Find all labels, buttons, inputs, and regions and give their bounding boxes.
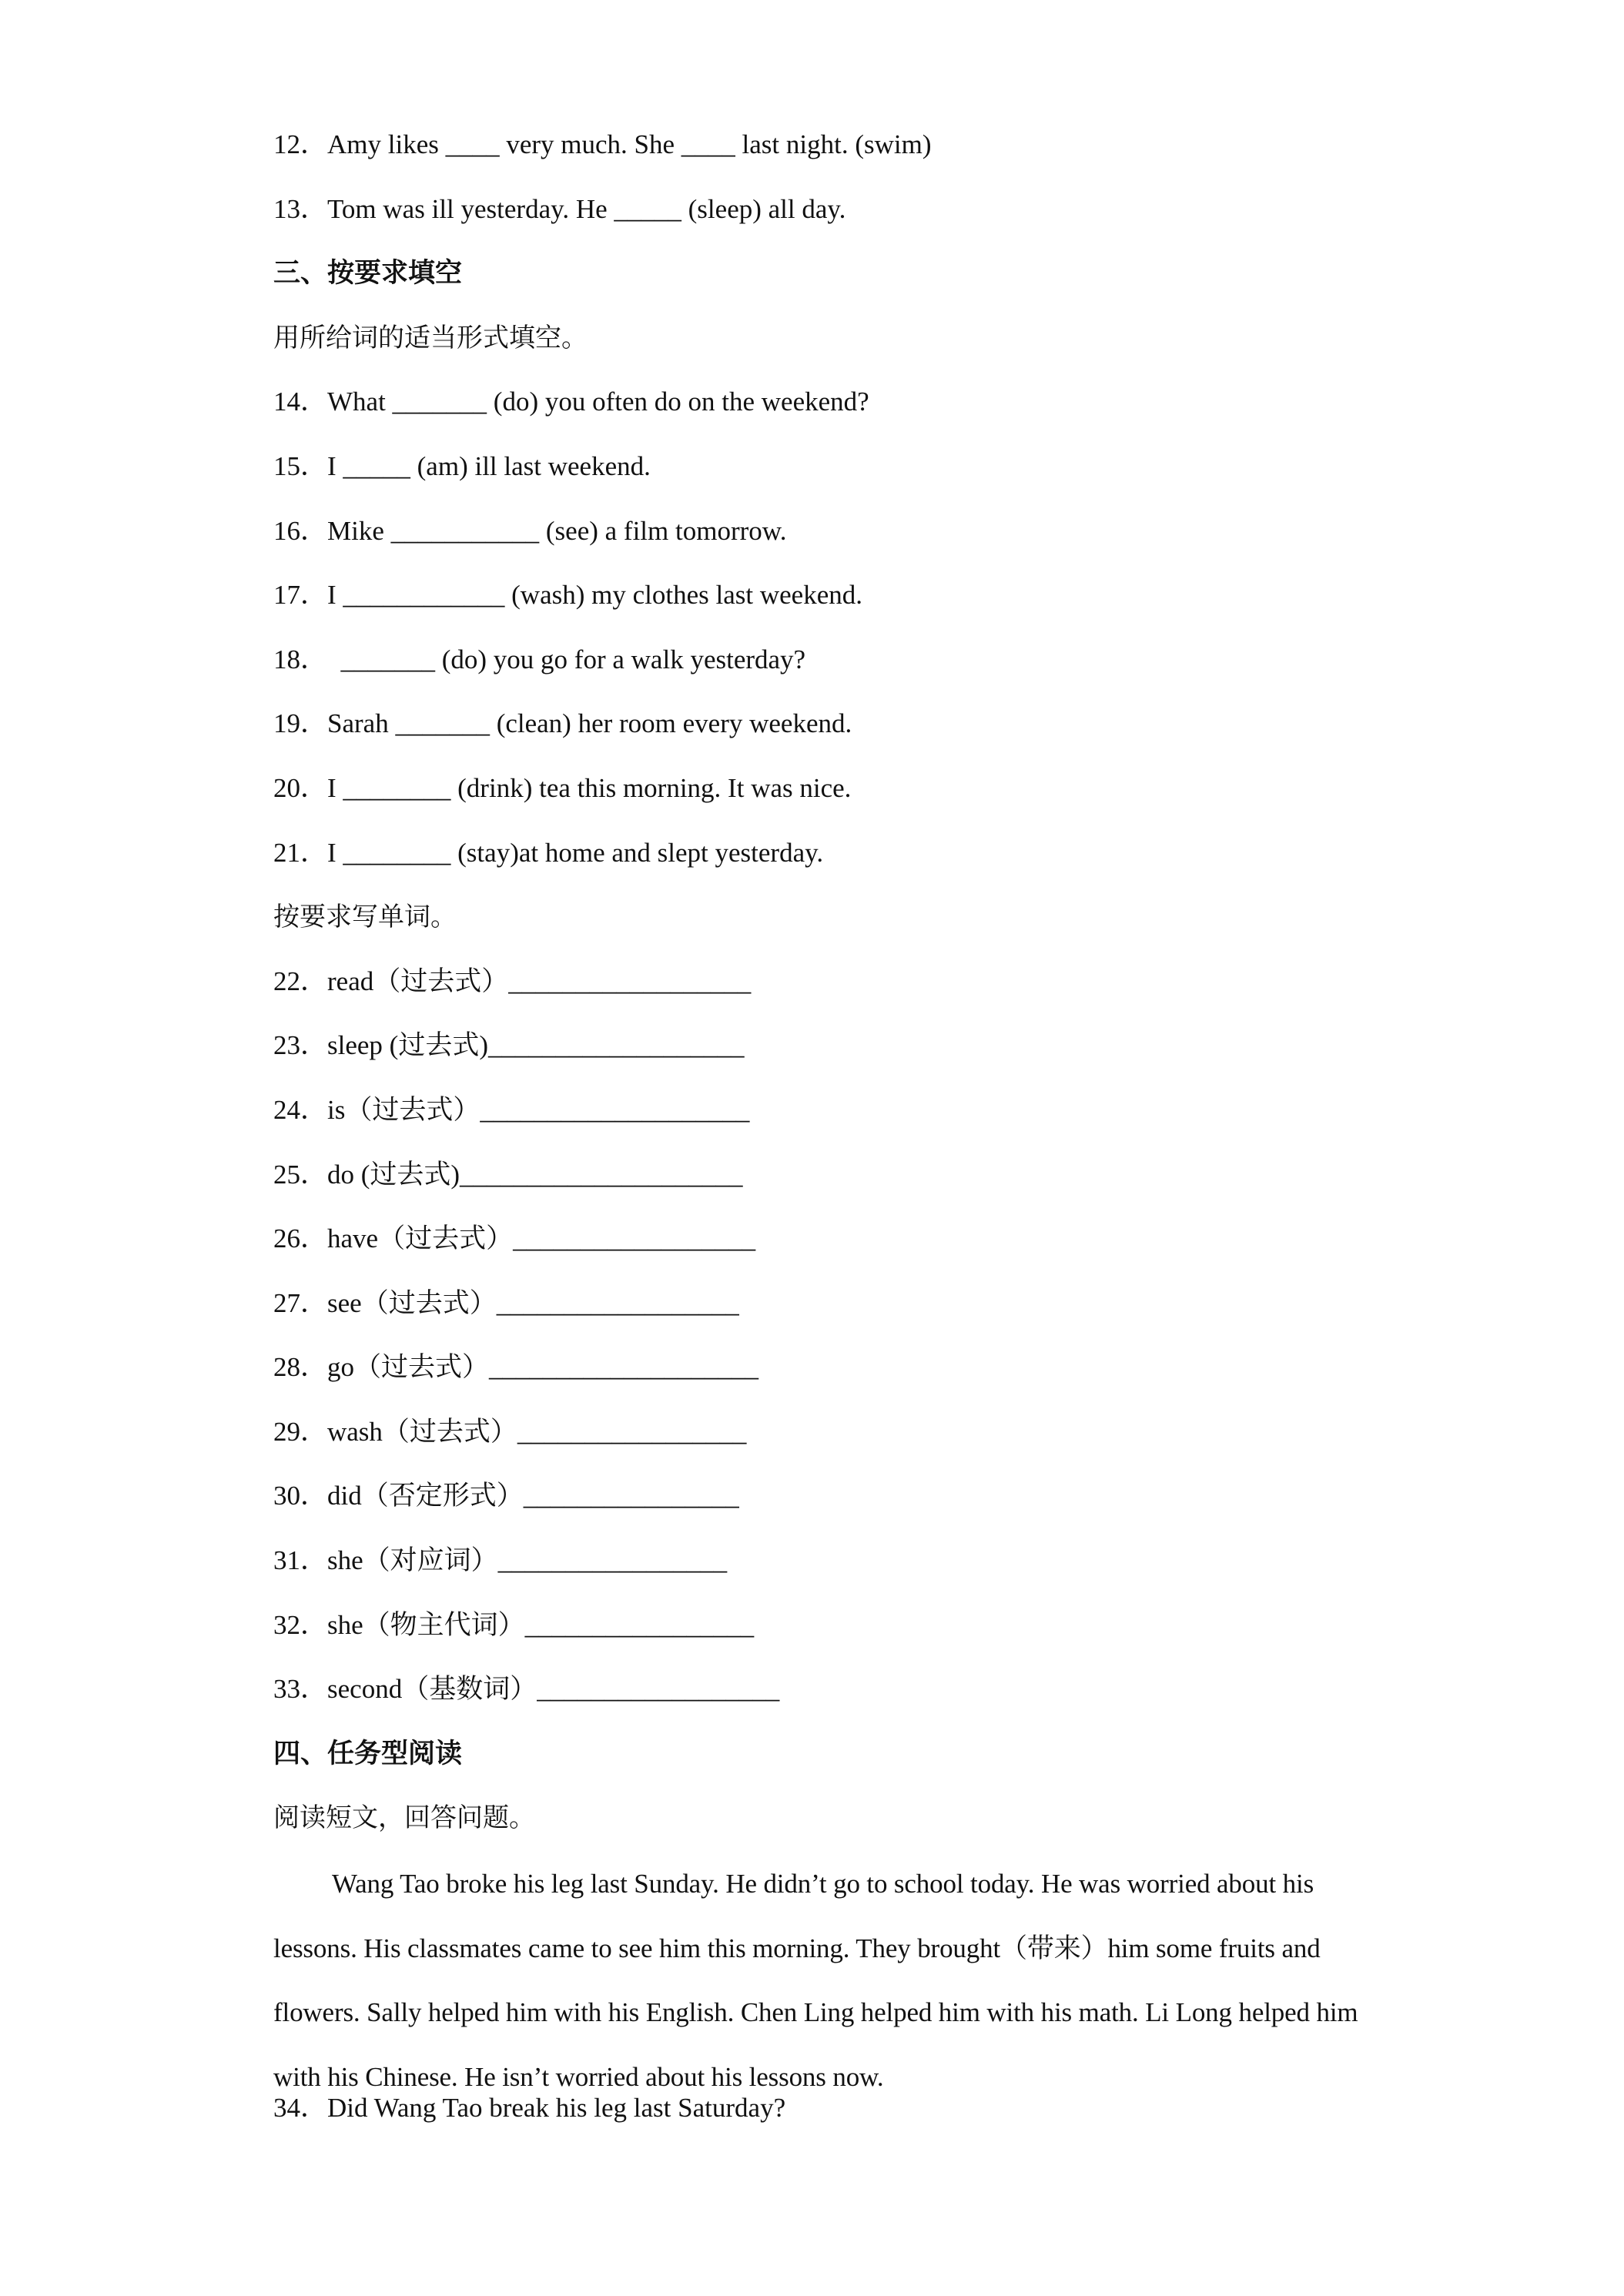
question-28: 28．go（过去式）____________________ [273, 1352, 759, 1383]
question-25: 25．do (过去式)_____________________ [273, 1159, 743, 1190]
section-heading-4: 四、任务型阅读 [273, 1738, 463, 1769]
question-34: 34．Did Wang Tao break his leg last Saturday? [273, 2093, 786, 2124]
question-19: 19．Sarah _______ (clean) her room every weekend. [273, 708, 852, 739]
worksheet-page [273, 129, 1359, 2157]
question-32: 32．she（物主代词）_________________ [273, 1609, 755, 1640]
question-24: 24．is（过去式）____________________ [273, 1094, 750, 1125]
question-33: 33．second（基数词）__________________ [273, 1674, 780, 1705]
question-21: 21．I ________ (stay)at home and slept yesterday. [273, 837, 824, 868]
question-31: 31．she（对应词）_________________ [273, 1545, 728, 1576]
question-13: 13．Tom was ill yesterday. He _____ (sleep) all day. [273, 193, 846, 224]
section-heading-3: 三、按要求填空 [273, 258, 463, 290]
question-20: 20．I ________ (drink) tea this morning. It was nice. [273, 772, 852, 803]
question-29: 29．wash（过去式）_________________ [273, 1416, 747, 1447]
question-18: 18． _______ (do) you go for a walk yesterday? [273, 644, 806, 674]
question-12: 12．Amy likes ____ very much. She ____ last night. (swim) [273, 129, 932, 159]
question-15: 15．I _____ (am) ill last weekend. [273, 450, 651, 481]
question-16: 16．Mike ___________ (see) a film tomorrow. [273, 515, 787, 546]
question-23: 23．sleep (过去式)___________________ [273, 1030, 745, 1061]
question-17: 17．I ____________ (wash) my clothes last weekend. [273, 580, 862, 611]
question-30: 30．did（否定形式）________________ [273, 1481, 739, 1511]
question-14: 14．What _______ (do) you often do on the weekend? [273, 387, 869, 417]
question-27: 27．see（过去式）__________________ [273, 1287, 739, 1318]
question-26: 26．have（过去式）__________________ [273, 1223, 756, 1254]
reading-passage: Wang Tao broke his leg last Sunday. He didn’t go to school today. He was worried about his lessons. His classmates came to see him this morning. They brought（带来）him some fruits and flowers. Sally helped him with his English. Chen Ling helped him with his math. Li Long helped him with his Chinese. He isn’t worried about his lessons now. [273, 1869, 1358, 2092]
instruction-fill-blanks: 用所给词的适当形式填空。 [273, 322, 588, 353]
instruction-write-words: 按要求写单词。 [273, 902, 457, 933]
instruction-read-answer: 阅读短文，回答问题。 [273, 1802, 535, 1834]
question-22: 22．read（过去式）__________________ [273, 966, 752, 996]
